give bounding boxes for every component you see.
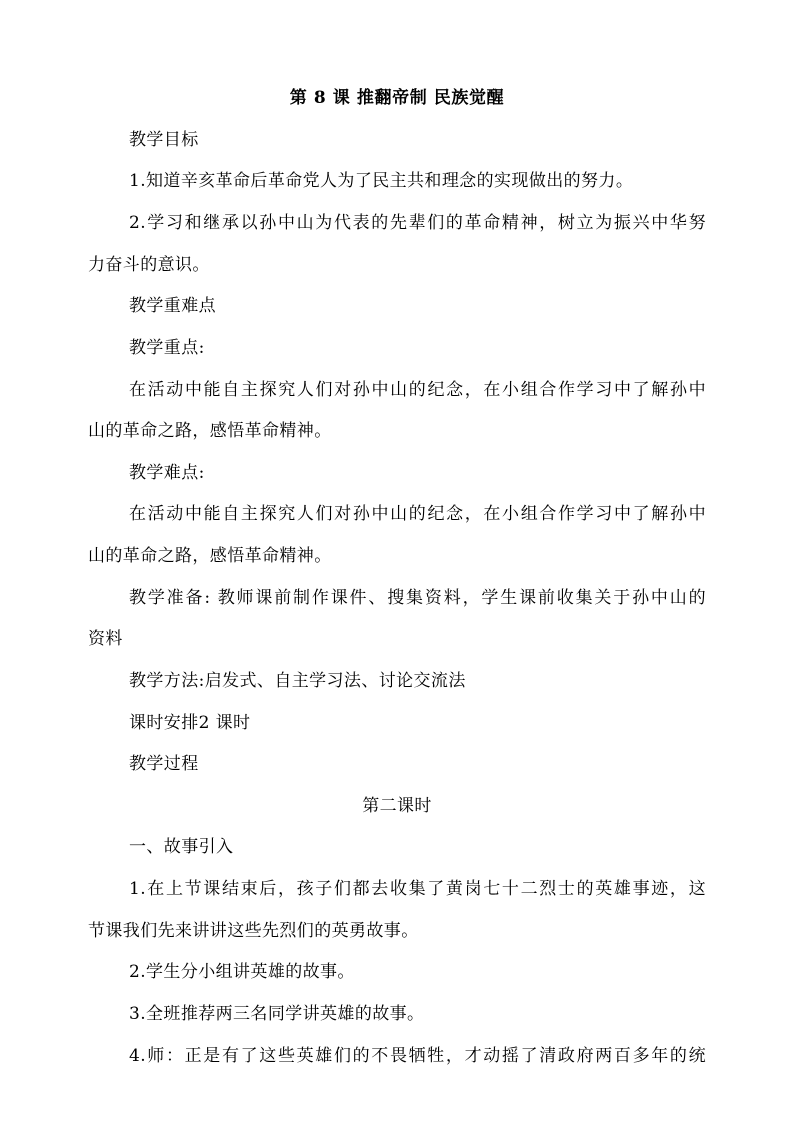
goal-item-1: 1.知道辛亥革命后革命党人为了民主共和理念的实现做出的努力。 — [129, 171, 634, 191]
preparation-line-1: 教学准备: 教师课前制作课件、搜集资料，学生课前收集关于孙中山的 — [129, 588, 706, 608]
step-2: 2.学生分小组讲英雄的故事。 — [129, 962, 355, 982]
teaching-method: 教学方法:启发式、自主学习法、讨论交流法 — [129, 671, 466, 691]
section-1-heading: 一、故事引入 — [129, 837, 234, 857]
goal-item-2-line-1: 2.学习和继承以孙中山为代表的先辈们的革命精神，树立为振兴中华努 — [129, 213, 706, 233]
difficult-point-text-line-2: 山的革命之路，感悟革命精神。 — [88, 546, 332, 566]
process-heading: 教学过程 — [129, 754, 199, 774]
goal-item-2-line-2: 力奋斗的意识。 — [88, 255, 210, 275]
lesson-period-heading: 第二课时 — [362, 796, 432, 816]
key-point-text-line-2: 山的革命之路，感悟革命精神。 — [88, 421, 332, 441]
preparation-line-2: 资料 — [88, 629, 123, 649]
key-difficult-heading: 教学重难点 — [129, 296, 216, 316]
step-1-line-2: 节课我们先来讲讲这些先烈们的英勇故事。 — [88, 921, 419, 941]
step-4-line-1: 4.师：正是有了这些英雄们的不畏牺牲，才动摇了清政府两百多年的统 — [129, 1046, 706, 1066]
goal-heading: 教学目标 — [129, 130, 199, 150]
step-3: 3.全班推荐两三名同学讲英雄的故事。 — [129, 1004, 425, 1024]
key-point-text-line-1: 在活动中能自主探究人们对孙中山的纪念，在小组合作学习中了解孙中 — [129, 380, 706, 400]
difficult-point-text-line-1: 在活动中能自主探究人们对孙中山的纪念，在小组合作学习中了解孙中 — [129, 504, 706, 524]
step-1-line-1: 1.在上节课结束后，孩子们都去收集了黄岗七十二烈士的英雄事迹，这 — [129, 879, 706, 899]
key-point-heading: 教学重点: — [129, 338, 205, 358]
lesson-title: 第 8 课 推翻帝制 民族觉醒 — [289, 88, 505, 108]
difficult-point-heading: 教学难点: — [129, 463, 205, 483]
class-schedule: 课时安排2 课时 — [129, 713, 251, 733]
